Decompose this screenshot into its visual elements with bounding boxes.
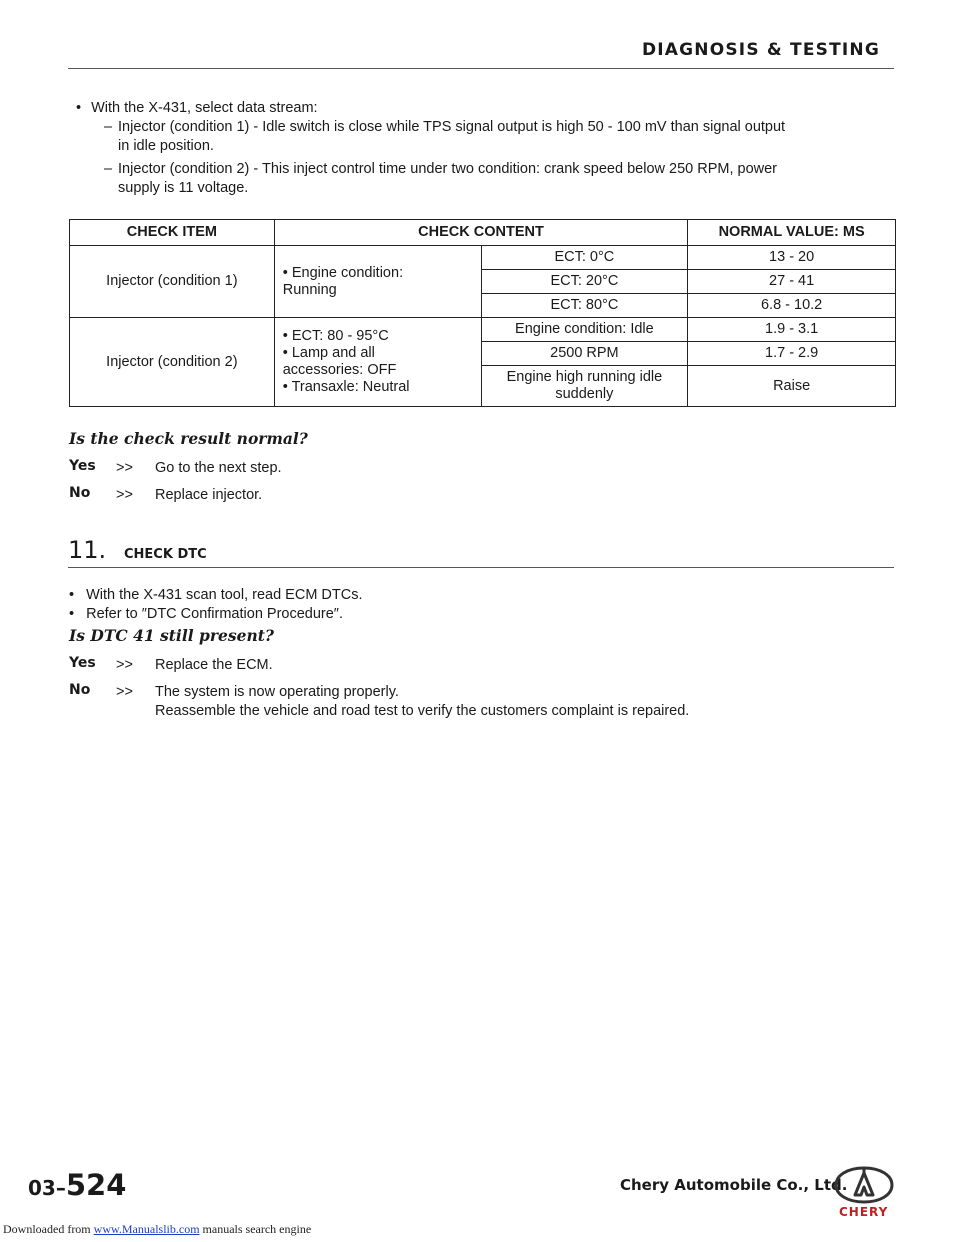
table-row xyxy=(70,318,896,342)
header-check-content: CHECK CONTENT xyxy=(274,220,688,246)
arrow-glyph: >> xyxy=(116,487,133,503)
step-number: 11. xyxy=(68,536,107,564)
value-cell: 1.7 - 2.9 xyxy=(688,342,896,366)
intro-dash-item-1 xyxy=(104,118,896,156)
bullet-glyph: • xyxy=(282,345,288,361)
bullet-glyph: • xyxy=(282,264,288,281)
logo-wordmark: CHERY xyxy=(839,1205,889,1219)
content-text: Engine condition: xyxy=(291,264,404,281)
page-number-value: 524 xyxy=(65,1168,127,1202)
condition-cell: 2500 RPM xyxy=(481,342,688,366)
table-row xyxy=(70,246,896,270)
question-heading: Is DTC 41 still present? xyxy=(69,626,274,645)
dash-text-cont: in idle position. xyxy=(118,138,214,154)
step-bullet-text: With the X-431 scan tool, read ECM DTCs. xyxy=(86,587,363,603)
step-bullet-item xyxy=(69,605,343,624)
content-text: Lamp and all xyxy=(291,345,375,361)
arrow-glyph: >> xyxy=(116,460,133,476)
chery-logo-icon xyxy=(833,1165,895,1205)
yes-label: Yes xyxy=(69,655,96,671)
answer-text: The system is now operating properly. xyxy=(155,684,399,700)
intro-bullet-item xyxy=(76,99,318,118)
intro-dash-item-2 xyxy=(104,160,896,198)
dash-glyph: – xyxy=(104,119,113,135)
answer-text: Replace injector. xyxy=(155,487,263,503)
answer-text: Replace the ECM. xyxy=(155,657,273,673)
content-text: ECT: 80 - 95°C xyxy=(291,328,389,344)
header-normal-value: NORMAL VALUE: MS xyxy=(688,220,896,246)
condition-text: suddenly xyxy=(555,386,614,402)
no-label: No xyxy=(69,682,91,698)
condition-text: Engine high running idle xyxy=(506,369,663,385)
chery-logo xyxy=(833,1165,895,1225)
answer-text: Go to the next step. xyxy=(155,460,282,476)
content-text: Transaxle: Neutral xyxy=(291,379,410,395)
check-item-cell: Injector (condition 2) xyxy=(70,318,275,407)
manualslib-link[interactable]: www.Manualslib.com xyxy=(93,1222,200,1236)
value-cell: 6.8 - 10.2 xyxy=(688,294,896,318)
value-cell: Raise xyxy=(688,366,896,407)
arrow-glyph: >> xyxy=(116,657,133,673)
bullet-glyph: • xyxy=(69,587,75,603)
page-number xyxy=(28,1168,126,1202)
dash-glyph: – xyxy=(104,161,113,177)
download-prefix: Downloaded from xyxy=(3,1222,91,1236)
step-title: CHECK DTC xyxy=(124,547,207,562)
check-table xyxy=(69,219,896,407)
step-bullet-text: Refer to ″DTC Confirmation Procedure″. xyxy=(86,606,343,622)
no-label: No xyxy=(69,485,91,501)
condition-cell xyxy=(481,366,688,407)
dash-text: Injector (condition 1) - Idle switch is close while TPS signal output is high 50 - 100 mV than signal output xyxy=(118,119,786,135)
dash-text: Injector (condition 2) - This inject control time under two condition: crank speed below 250 RPM, power xyxy=(118,161,777,177)
answer-text: Reassemble the vehicle and road test to verify the customers complaint is repaired. xyxy=(155,703,690,719)
value-cell: 13 - 20 xyxy=(688,246,896,270)
content-text: Running xyxy=(282,281,337,298)
dash-text-cont: supply is 11 voltage. xyxy=(118,180,249,196)
header-divider xyxy=(68,68,894,69)
condition-cell: ECT: 0°C xyxy=(481,246,688,270)
step-bullet-item xyxy=(69,586,363,605)
intro-text: With the X-431, select data stream: xyxy=(91,100,318,116)
condition-cell: ECT: 20°C xyxy=(481,270,688,294)
page-prefix: 03– xyxy=(28,1176,66,1200)
bullet-glyph: • xyxy=(69,606,75,622)
header-check-item: CHECK ITEM xyxy=(70,220,275,246)
content-text: accessories: OFF xyxy=(282,362,397,378)
check-content-cell xyxy=(274,318,481,407)
arrow-glyph: >> xyxy=(116,684,133,700)
table-header-row xyxy=(70,220,896,246)
yes-label: Yes xyxy=(69,458,96,474)
check-item-cell: Injector (condition 1) xyxy=(70,246,275,318)
bullet-glyph: • xyxy=(76,100,82,116)
download-suffix: manuals search engine xyxy=(202,1222,312,1236)
question-heading: Is the check result normal? xyxy=(69,429,308,448)
condition-cell: Engine condition: Idle xyxy=(481,318,688,342)
condition-cell: ECT: 80°C xyxy=(481,294,688,318)
section-title: DIAGNOSIS & TESTING xyxy=(641,40,880,60)
download-credit xyxy=(3,1222,311,1237)
company-name: Chery Automobile Co., Ltd. xyxy=(620,1176,848,1194)
step-divider xyxy=(68,567,894,568)
check-content-cell xyxy=(274,246,481,318)
bullet-glyph: • xyxy=(282,328,288,344)
value-cell: 1.9 - 3.1 xyxy=(688,318,896,342)
value-cell: 27 - 41 xyxy=(688,270,896,294)
bullet-glyph: • xyxy=(282,379,288,395)
